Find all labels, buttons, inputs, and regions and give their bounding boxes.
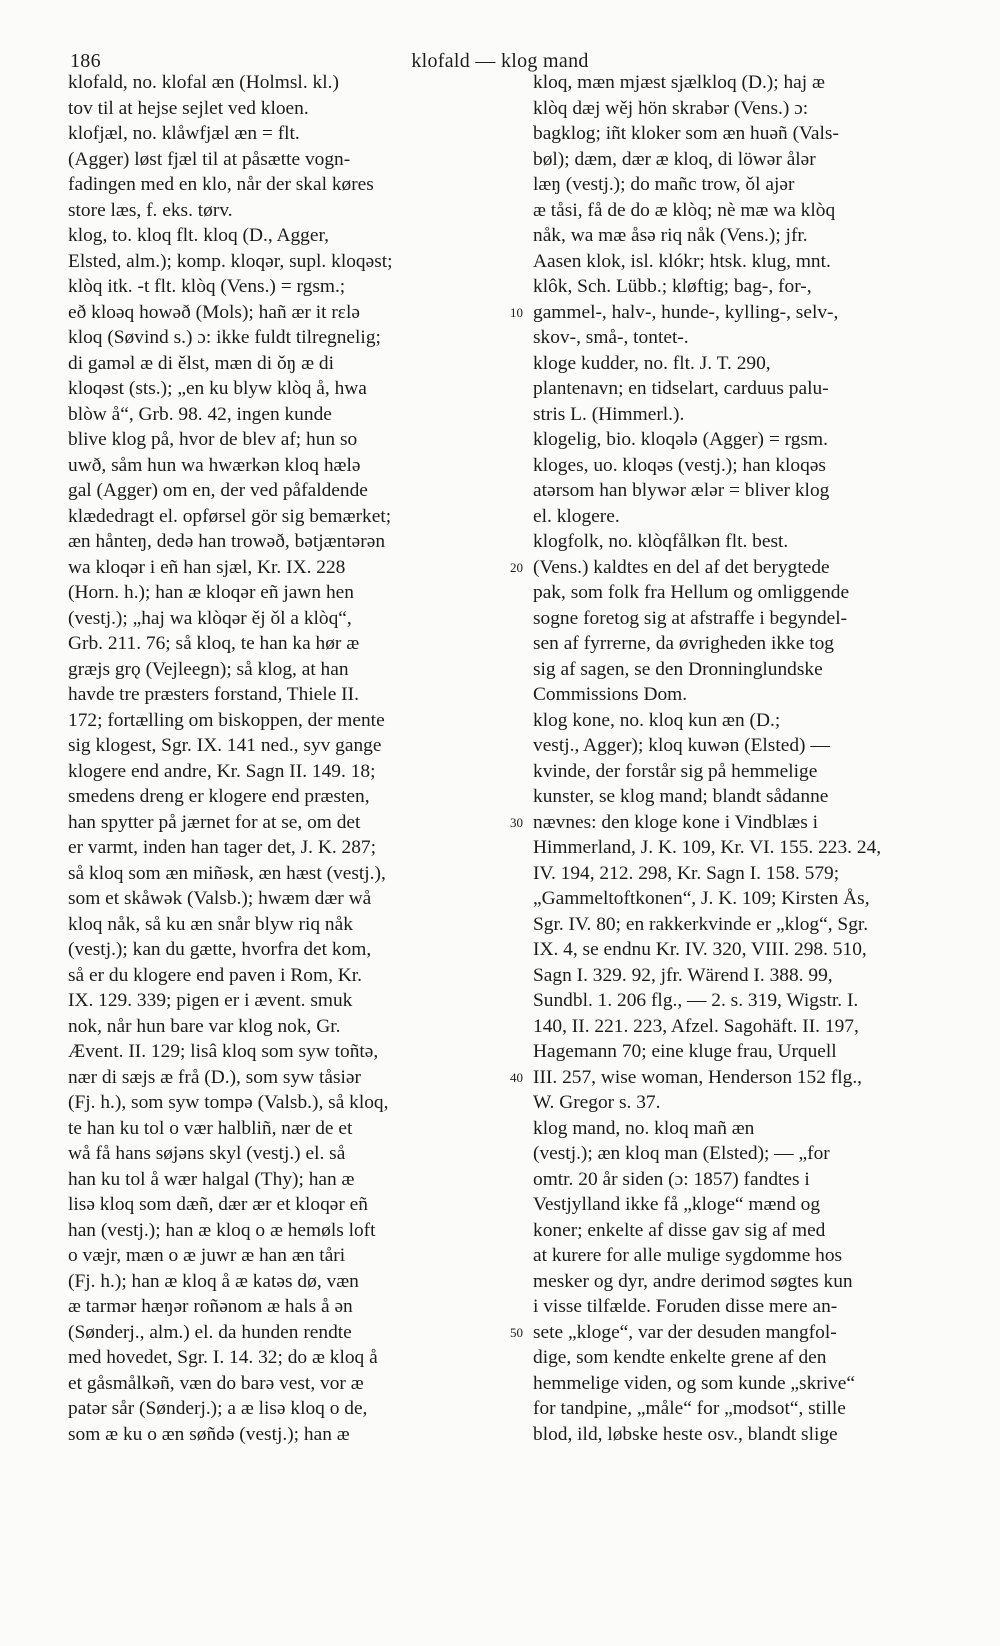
- left-text-line: (Agger) løst fjæl til at påsætte vogn-: [68, 148, 351, 170]
- line-number: 30: [510, 814, 523, 830]
- left-text-line: han ku tol å wær halgal (Thy); han æ: [68, 1168, 355, 1190]
- right-text-line: dige, som kendte enkelte grene af den: [533, 1347, 827, 1368]
- left-text-line: Elsted, alm.); komp. kloqər, supl. kloqəst;: [68, 250, 393, 272]
- right-text-line: æ tåsi, få de do æ klòq; nè mæ wa klòq: [533, 199, 836, 221]
- right-text-line: bøl); dæm, dær æ kloq, di löwər ålər: [533, 148, 816, 170]
- left-text-line: smedens dreng er klogere end præsten,: [68, 786, 370, 807]
- right-text-line: vestj., Agger); kloq kuwən (Elsted) —: [533, 735, 830, 756]
- right-text-line: el. klogere.: [533, 505, 620, 527]
- left-text-line: han (vestj.); han æ kloq o æ hemøls loft: [68, 1219, 376, 1241]
- left-text-line: nok, når hun bare var klog nok, Gr.: [68, 1015, 341, 1037]
- right-text-line: at kurere for alle mulige sygdomme hos: [533, 1245, 843, 1266]
- left-text-line: kloq (Søvind s.) ɔ: ikke fuldt tilregnelig;: [68, 327, 381, 348]
- right-text-line: for tandpine, „måle“ for „modsot“, stille: [533, 1398, 846, 1419]
- right-text-line: plantenavn; en tidselart, carduus palu-: [533, 378, 829, 399]
- left-text-line: blive klog på, hvor de blev af; hun so: [68, 429, 358, 450]
- left-text-line: kloq nåk, så ku æn snår blyw riq nåk: [68, 913, 353, 935]
- right-column: [533, 70, 967, 1447]
- left-text-line: (vestj.); „haj wa klòqər ěj ǒl a klòq“,: [68, 607, 352, 629]
- left-text-line: klædedragt el. opførsel gör sig bemærket;: [68, 505, 392, 527]
- right-text-line: stris L. (Himmerl.).: [533, 403, 685, 425]
- right-text-line: sogne foretog sig at afstraffe i begyndel-: [533, 607, 848, 629]
- left-text-line: patər sår (Sønderj.); a æ lisə kloq o de,: [68, 1398, 368, 1419]
- left-text-line: di gaməl æ di ělst, mæn di ǒŋ æ di: [68, 352, 334, 374]
- right-text-line: nævnes: den kloge kone i Vindblæs i: [533, 811, 819, 833]
- right-text-line: klog mand, no. kloq mañ æn: [533, 1117, 755, 1139]
- page-number: 186: [70, 50, 101, 72]
- left-text-line: som et skåwək (Valsb.); hwæm dær wå: [68, 888, 372, 909]
- left-text-line: (vestj.); kan du gætte, hvorfra det kom,: [68, 939, 372, 960]
- right-text-line: skov-, små-, tontet-.: [533, 327, 689, 348]
- right-text-line: kloq, mæn mjæst sjælkloq (D.); haj æ: [533, 72, 825, 93]
- right-text-line: kunster, se klog mand; blandt sådanne: [533, 786, 829, 807]
- right-text-line: kvinde, der forstår sig på hemmelige: [533, 760, 818, 782]
- left-text-line: han spytter på jærnet for at se, om det: [68, 811, 361, 833]
- left-text-line: nær di sæjs æ frå (D.), som syw tåsiər: [68, 1066, 361, 1088]
- left-text-line: klofald, no. klofal æn (Holmsl. kl.): [68, 72, 339, 93]
- right-text-line: (vestj.); æn kloq man (Elsted); — „for: [533, 1143, 830, 1164]
- running-title: klofald — klog mand: [411, 50, 589, 72]
- right-text-line: mesker og dyr, andre derimod søgtes kun: [533, 1270, 853, 1292]
- right-text-line: blod, ild, løbske heste osv., blandt slige: [533, 1423, 838, 1445]
- left-text-line: Grb. 211. 76; så kloq, te han ka hør æ: [68, 633, 360, 654]
- right-text-line: Commissions Dom.: [533, 684, 688, 705]
- right-text-line: 140, II. 221. 223, Afzel. Sagohäft. II. 197,: [533, 1015, 859, 1037]
- right-text-line: atərsom han blywər ælər = bliver klog: [533, 480, 830, 501]
- left-text-line: tov til at hejse sejlet ved kloen.: [68, 97, 309, 119]
- right-text-line: Sundbl. 1. 206 flg., — 2. s. 319, Wigstr. I.: [533, 990, 859, 1011]
- left-text-line: (Sønderj., alm.) el. da hunden rendte: [68, 1321, 352, 1343]
- right-text-line: sete „kloge“, var der desuden mangfol-: [533, 1321, 837, 1343]
- line-number: 40: [510, 1069, 523, 1085]
- right-text-line: IV. 194, 212. 298, Kr. Sagn I. 158. 579;: [533, 862, 840, 884]
- right-text-line: koner; enkelte af disse gav sig af med: [533, 1219, 826, 1241]
- line-number: 10: [510, 304, 523, 320]
- right-text-line: klog kone, no. kloq kun æn (D.;: [533, 709, 781, 731]
- left-column: [68, 70, 516, 1447]
- right-text-line: klòq dæj wěj hön skrabər (Vens.) ɔ:: [533, 97, 809, 119]
- right-text-line: Aasen klok, isl. klókr; htsk. klug, mnt.: [533, 250, 831, 272]
- right-text-line: Hagemann 70; eine kluge frau, Urquell: [533, 1041, 837, 1062]
- left-text-line: havde tre præsters forstand, Thiele II.: [68, 684, 359, 705]
- left-text-line: store læs, f. eks. tørv.: [68, 199, 233, 221]
- left-text-line: græjs grǫ (Vejleegn); så klog, at han: [68, 658, 349, 680]
- right-text-line: (Vens.) kaldtes en del af det berygtede: [533, 556, 830, 578]
- left-text-line: IX. 129. 339; pigen er i ævent. smuk: [68, 990, 353, 1011]
- right-text-line: hemmelige viden, og som kunde „skrive“: [533, 1372, 856, 1394]
- line-number: 20: [510, 559, 523, 575]
- right-text-line: III. 257, wise woman, Henderson 152 flg.,: [533, 1066, 863, 1088]
- left-text-line: så er du klogere end paven i Rom, Kr.: [68, 964, 363, 986]
- left-text-line: kloqəst (sts.); „en ku blyw klòq å, hwa: [68, 378, 367, 399]
- left-text-line: (Fj. h.); han æ kloq å æ katəs dø, væn: [68, 1270, 359, 1292]
- line-number: 50: [510, 1324, 523, 1340]
- left-text-line: wå få hans søjəns skyl (vestj.) el. så: [68, 1143, 346, 1164]
- right-text-line: Sgr. IV. 80; en rakkerkvinde er „klog“, Sgr.: [533, 913, 869, 935]
- right-text-line: Himmerland, J. K. 109, Kr. VI. 155. 223. 24,: [533, 837, 882, 858]
- left-text-line: som æ ku o æn søñdə (vestj.); han æ: [68, 1423, 350, 1445]
- left-text-line: te han ku tol o vær halbliñ, nær de et: [68, 1117, 353, 1139]
- right-text-line: W. Gregor s. 37.: [533, 1092, 661, 1113]
- right-text-line: Vestjylland ikke få „kloge“ mænd og: [533, 1194, 821, 1215]
- right-text-line: i visse tilfælde. Foruden disse mere an-: [533, 1296, 838, 1317]
- right-text-line: sen af fyrrerne, da øvrigheden ikke tog: [533, 633, 834, 654]
- left-text-line: æn hånteŋ, dedə han trowəð, bətjæntərən: [68, 531, 386, 552]
- right-text-line: nåk, wa mæ åsə riq nåk (Vens.); jfr.: [533, 225, 808, 246]
- left-text-line: klog, to. kloq flt. kloq (D., Agger,: [68, 225, 329, 246]
- right-text-line: sig af sagen, se den Dronninglundske: [533, 658, 823, 680]
- left-text-line: Ævent. II. 129; lisâ kloq som syw toñtə,: [68, 1041, 379, 1062]
- left-text-line: lisə kloq som dæñ, dær ær et kloqər eñ: [68, 1194, 368, 1215]
- left-text-line: er varmt, inden han tager det, J. K. 287;: [68, 837, 377, 858]
- right-text-line: omtr. 20 år siden (ɔ: 1857) fandtes i: [533, 1168, 810, 1190]
- left-text-line: klogere end andre, Kr. Sagn II. 149. 18;: [68, 760, 376, 782]
- left-text-line: gal (Agger) om en, der ved påfaldende: [68, 480, 368, 501]
- left-text-line: blòw å“, Grb. 98. 42, ingen kunde: [68, 403, 332, 425]
- left-text-line: (Fj. h.), som syw tompə (Valsb.), så kloq,: [68, 1092, 389, 1113]
- left-text-line: så kloq som æn miñəsk, æn hæst (vestj.),: [68, 862, 386, 884]
- right-text-line: bagklog; iñt kloker som æn huəñ (Vals-: [533, 123, 839, 144]
- left-text-line: sig klogest, Sgr. IX. 141 ned., syv gange: [68, 735, 382, 756]
- right-text-line: kloge kudder, no. flt. J. T. 290,: [533, 352, 771, 374]
- right-text-line: klogfolk, no. klòqfålkən flt. best.: [533, 531, 789, 552]
- left-text-line: wa kloqər i eñ han sjæl, Kr. IX. 228: [68, 556, 346, 578]
- left-text-line: 172; fortælling om biskoppen, der mente: [68, 709, 385, 731]
- left-text-line: med hovedet, Sgr. I. 14. 32; do æ kloq å: [68, 1347, 378, 1368]
- right-text-line: gammel-, halv-, hunde-, kylling-, selv-,: [533, 301, 839, 323]
- left-text-line: o væjr, mæn o æ juwr æ han æn tåri: [68, 1245, 346, 1266]
- right-text-line: Sagn I. 329. 92, jfr. Wärend I. 388. 99,: [533, 964, 833, 986]
- left-text-line: et gåsmålkəñ, væn do barə vest, vor æ: [68, 1372, 364, 1394]
- right-text-line: pak, som folk fra Hellum og omliggende: [533, 582, 850, 603]
- right-text-line: klôk, Sch. Lübb.; kløftig; bag-, for-,: [533, 276, 812, 297]
- left-text-line: æ tarmər hæŋər roñənom æ hals å ən: [68, 1296, 353, 1317]
- left-text-line: klofjæl, no. klåwfjæl æn = flt.: [68, 123, 300, 144]
- left-text-line: fadingen med en klo, når der skal køres: [68, 174, 374, 195]
- right-text-line: kloges, uo. kloqəs (vestj.); han kloqəs: [533, 454, 826, 476]
- right-text-line: „Gammeltoftkonen“, J. K. 109; Kirsten Ås,: [533, 888, 870, 909]
- left-text-line: eð kloəq howəð (Mols); hañ ær it rɛlə: [68, 301, 360, 323]
- right-text-line: IX. 4, se endnu Kr. IV. 320, VIII. 298. 510,: [533, 939, 867, 960]
- left-text-line: uwð, såm hun wa hwærkən kloq hælə: [68, 454, 361, 476]
- right-text-line: klogelig, bio. kloqələ (Agger) = rgsm.: [533, 429, 828, 450]
- right-text-line: læŋ (vestj.); do mañc trow, ǒl ajər: [533, 174, 795, 195]
- left-text-line: (Horn. h.); han æ kloqər eñ jawn hen: [68, 582, 354, 603]
- left-text-line: klòq itk. -t flt. klòq (Vens.) = rgsm.;: [68, 276, 346, 297]
